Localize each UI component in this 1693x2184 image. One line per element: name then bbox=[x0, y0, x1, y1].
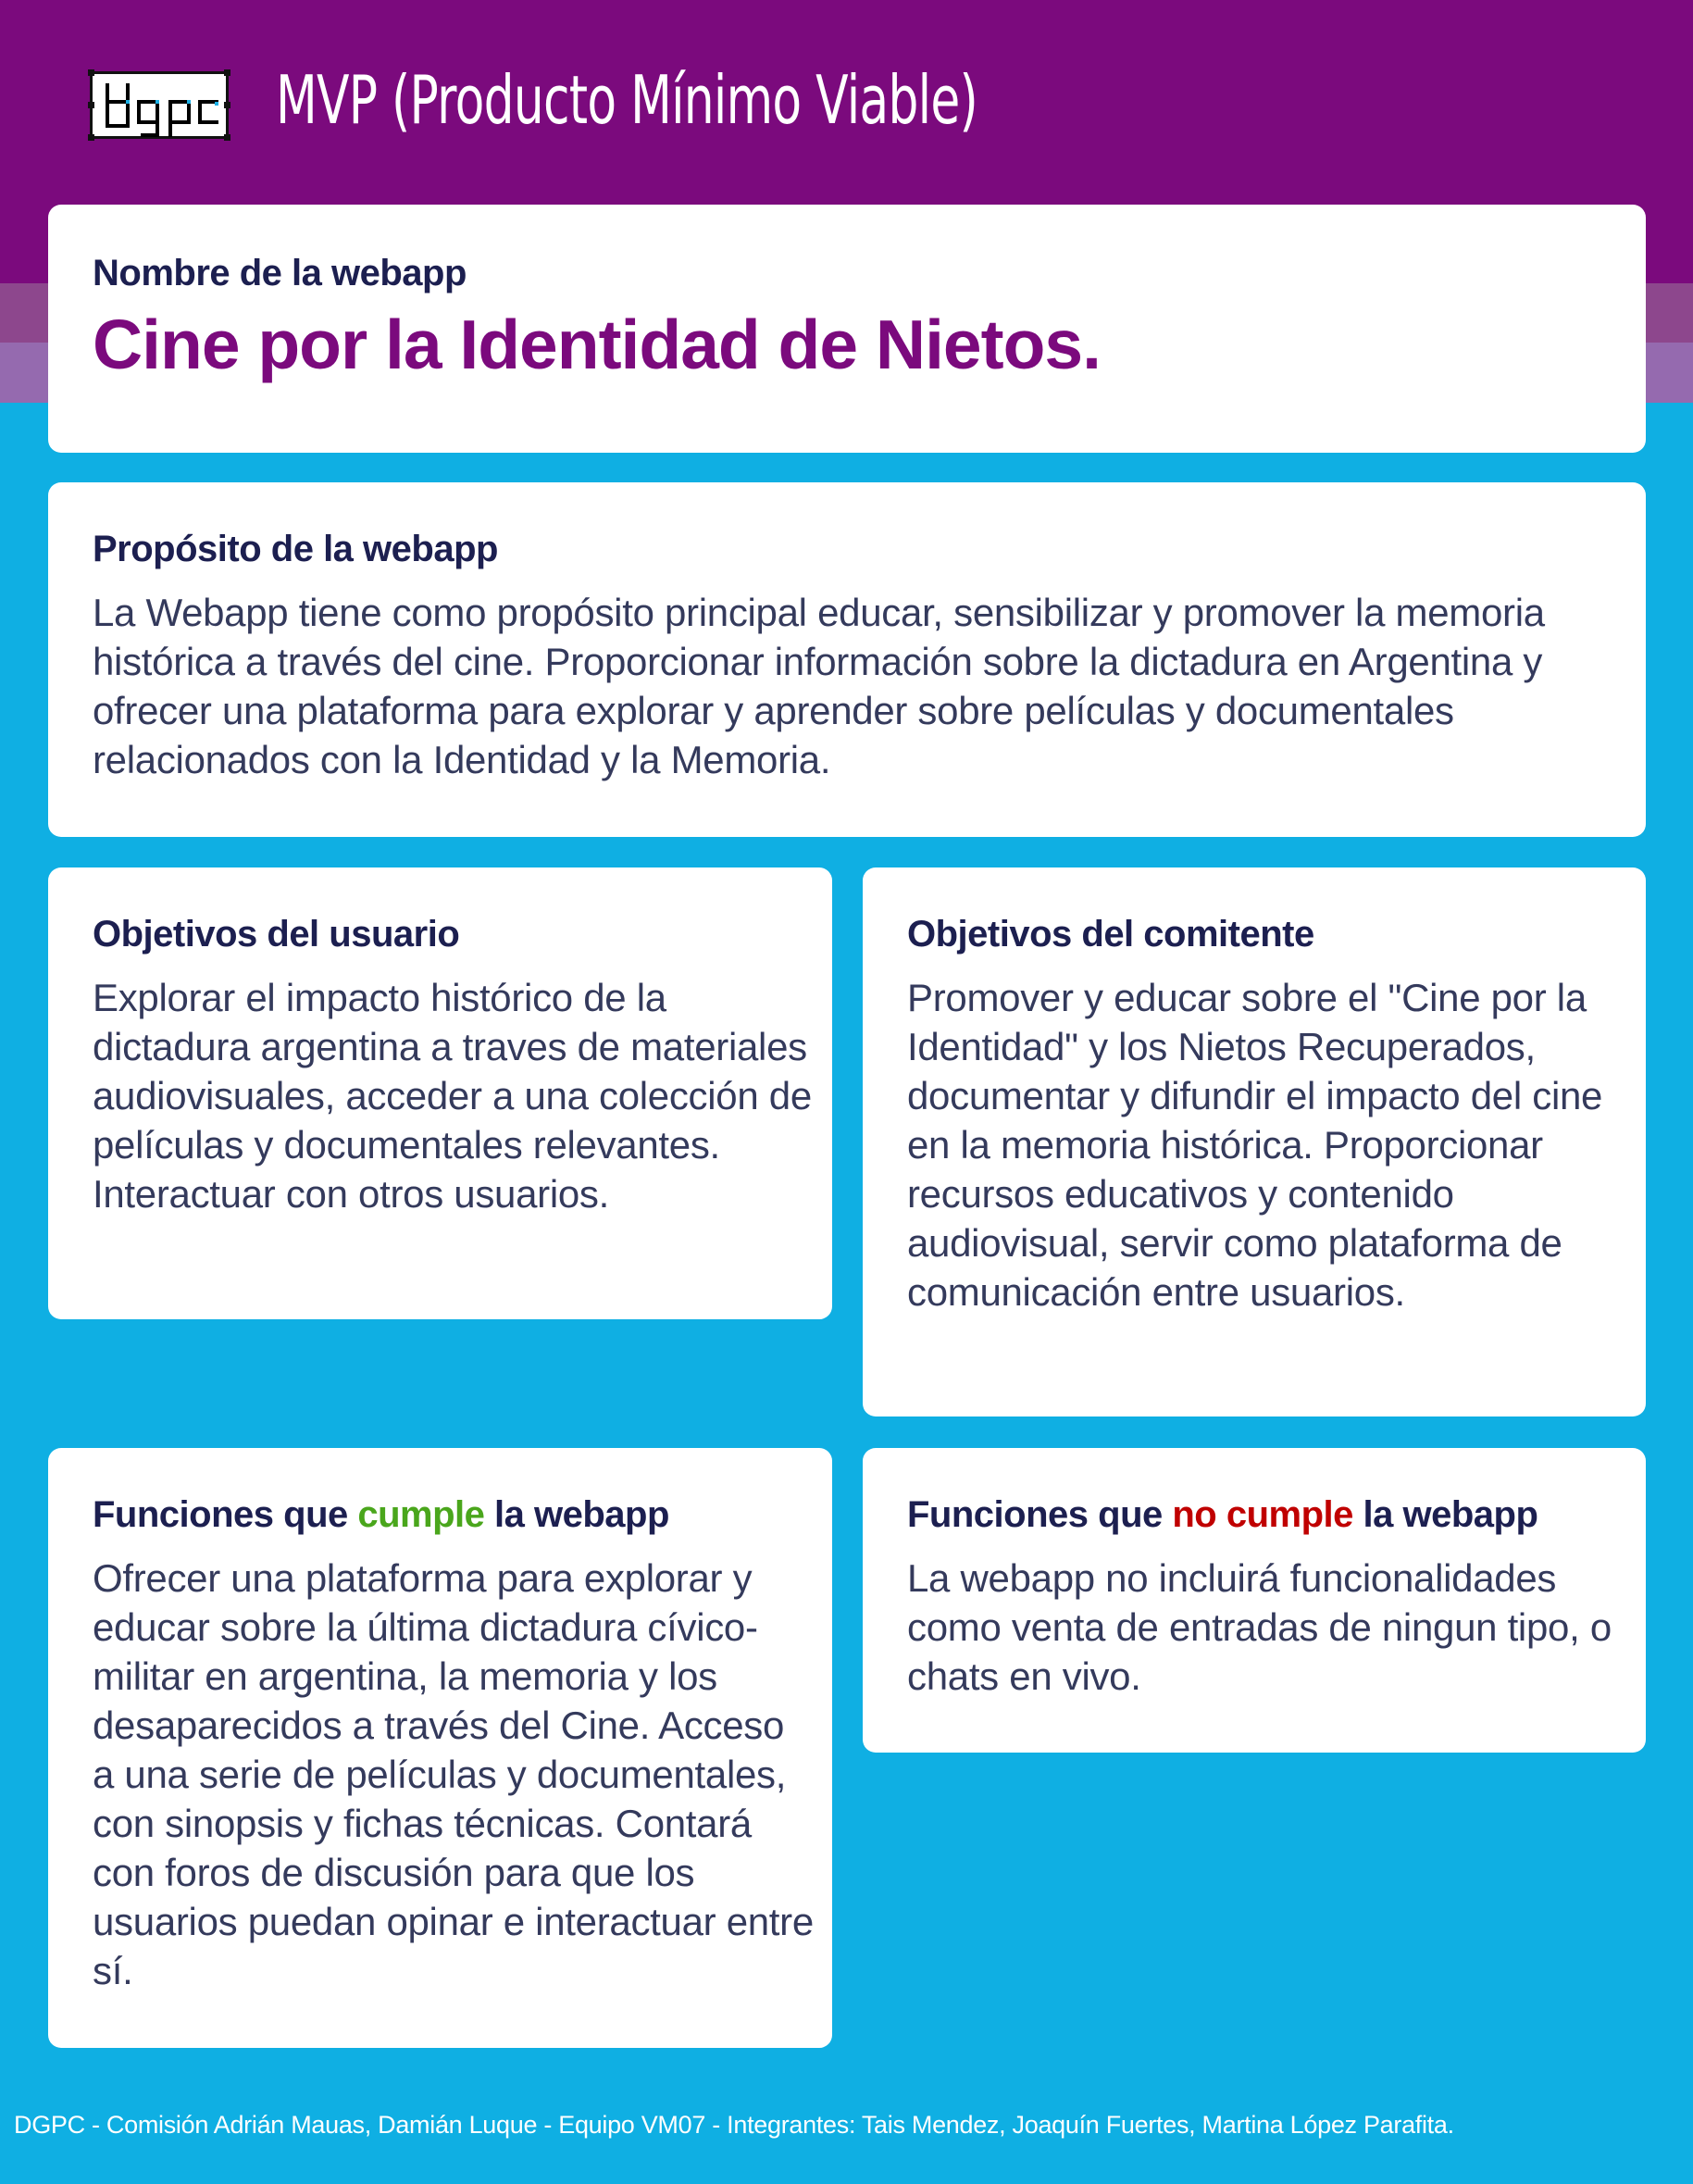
purpose-label: Propósito de la webapp bbox=[93, 529, 498, 569]
features-body: Ofrecer una plataforma para explorar y educar sobre la última dictadura cívico-militar en argentina, la memoria y los desaparecidos a través del Cine. Acceso a una serie de películas y documentales, con sinopsis y fichas técnicas. Contará con foros de discusión para que los usuarios puedan opinar e interactuar entre sí. bbox=[93, 1556, 814, 1992]
features-card bbox=[48, 1448, 832, 2048]
non-features-label bbox=[907, 1492, 1627, 1537]
non-features-card bbox=[863, 1448, 1646, 1753]
client-goals-card bbox=[863, 867, 1646, 1416]
user-goals-card bbox=[48, 867, 832, 1319]
user-goals-body: Explorar el impacto histórico de la dictadura argentina a traves de materiales audiovisuales, acceder a una colección de películas y documentales relevantes. Interactuar con otros usuarios. bbox=[93, 976, 812, 1216]
page-title: MVP (Producto Mínimo Viable) bbox=[276, 61, 978, 139]
webapp-name-card bbox=[48, 205, 1646, 453]
non-features-label-prefix: Funciones que bbox=[907, 1494, 1173, 1535]
client-goals-body: Promover y educar sobre el "Cine por la Identidad" y los Nietos Recuperados, documentar y difundir el impacto del cine en la memoria histórica. Proporcionar recursos educativos y contenido audiovisual, servir como plataforma de comunicación entre usuarios. bbox=[907, 976, 1603, 1314]
features-label bbox=[93, 1492, 814, 1537]
purpose-body: La Webapp tiene como propósito principal educar, sensibilizar y promover la memoria histórica a través del cine. Proporcionar información sobre la dictadura en Argentina y ofrecer una plataforma para explorar y aprender sobre películas y documentales relacionados con la Identidad y la Memoria. bbox=[93, 591, 1545, 781]
non-features-body: La webapp no incluirá funcionalidades como venta de entradas de ningun tipo, o chats en vivo. bbox=[907, 1556, 1612, 1698]
non-features-label-highlight: no cumple bbox=[1172, 1494, 1353, 1535]
dgpc-logo-icon bbox=[90, 71, 229, 139]
footer-credits: DGPC - Comisión Adrián Mauas, Damián Luque - Equipo VM07 - Integrantes: Tais Mendez, Joaquín Fuertes, Martina López Parafita. bbox=[14, 2111, 1454, 2139]
non-features-label-suffix: la webapp bbox=[1352, 1494, 1538, 1535]
features-label-prefix: Funciones que bbox=[93, 1494, 358, 1535]
webapp-name-label: Nombre de la webapp bbox=[93, 253, 467, 293]
features-label-highlight: cumple bbox=[357, 1494, 485, 1535]
features-label-suffix: la webapp bbox=[484, 1494, 669, 1535]
client-goals-label: Objetivos del comitente bbox=[907, 914, 1314, 955]
user-goals-label: Objetivos del usuario bbox=[93, 914, 460, 955]
webapp-name-value: Cine por la Identidad de Nietos. bbox=[93, 306, 1101, 383]
purpose-card bbox=[48, 482, 1646, 837]
